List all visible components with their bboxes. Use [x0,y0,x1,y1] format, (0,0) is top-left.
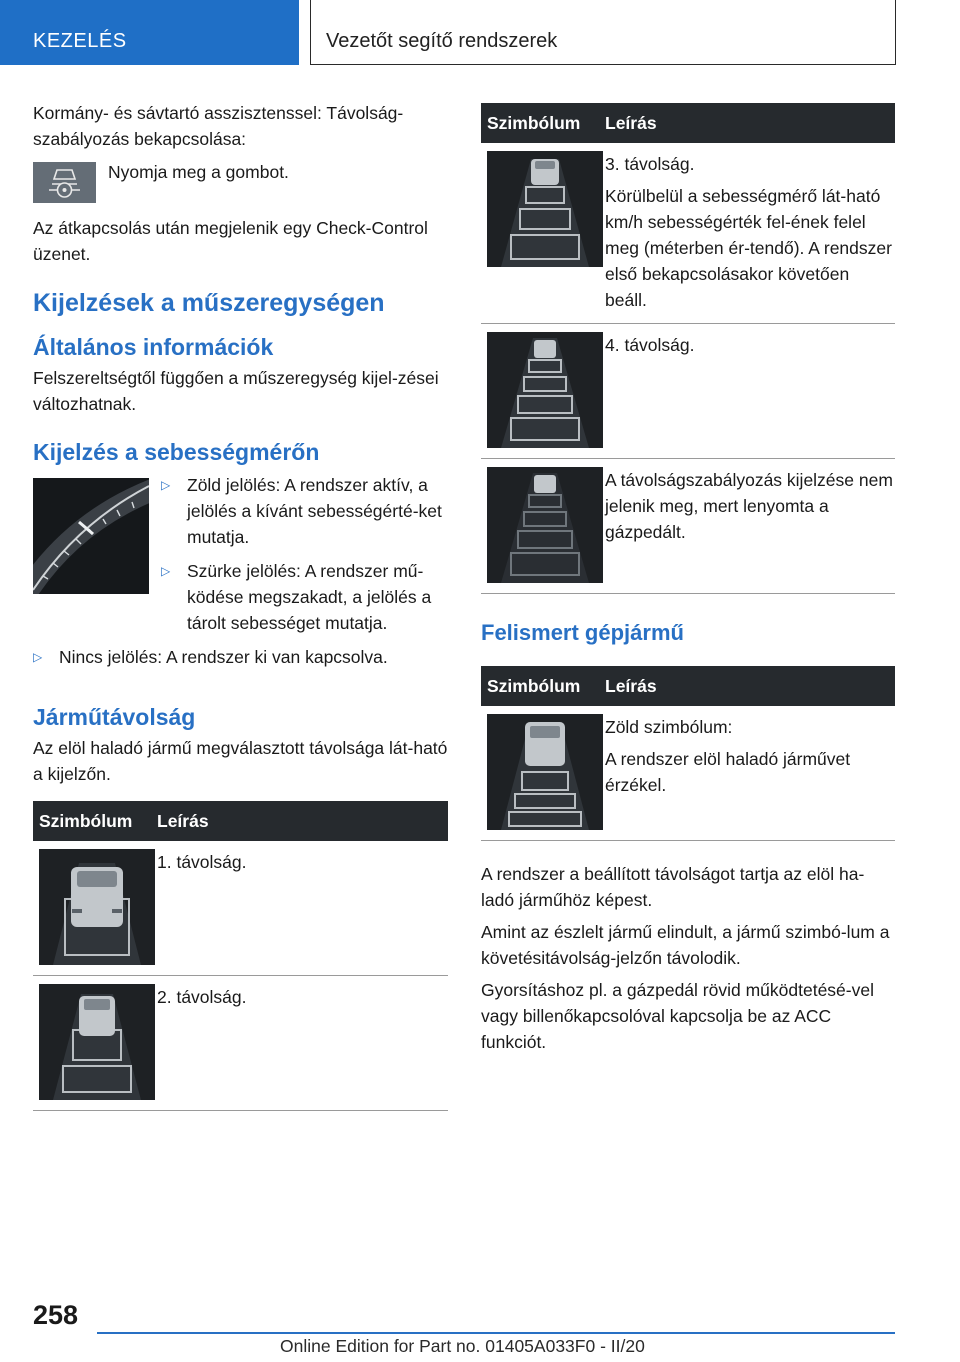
distance-inactive-text: A távolságszabályozás kijelzése nem jelenik meg, mert lenyomta a gázpedált. [605,459,895,594]
bullet-green-text: Zöld jelölés: A rendszer aktív, a jelölés a kívánt sebességérté-ket mutatja. [187,475,442,547]
bullet-green-marker [161,472,448,550]
table-row [481,324,895,459]
footer-divider [97,1332,895,1334]
col-header-description: Leírás [605,103,895,143]
header-chapter-label: Vezetőt segítő rendszerek [326,30,558,52]
detected-vehicle-icon [487,714,603,830]
distance-4-icon [487,332,603,448]
after-switch-text: Az átkapcsolás után megjelenik egy Check-Control üzenet. [33,218,428,264]
general-info-text: Felszereltségtől függően a műszeregység kijel-zései változhatnak. [33,368,439,414]
heading-speedometer: Kijelzés a sebességmérőn [33,439,320,465]
header-section-tab [0,0,299,65]
speedometer-block [33,475,448,636]
heading-general-info: Általános információk [33,334,274,360]
bullet-grey-text: Szürke jelölés: A rendszer mű-ködése megszakadt, a jelölés a tárolt sebességet mutatja. [187,561,432,633]
bullet-none-text: Nincs jelölés: A rendszer ki van kapcsolva. [59,647,388,667]
distance-table [33,801,448,1111]
distance-2-icon [39,984,155,1100]
distance-4-text: 4. távolság. [605,324,895,459]
table-row [33,976,448,1111]
edition-text: Online Edition for Part no. 01405A033F0 - II/20 [280,1336,645,1356]
bullet-no-marker [33,644,448,670]
intro-text: Kormány- és sávtartó asszisztenssel: Távolság-szabályozás bekapcsolása: [33,103,404,149]
col-header-description: Leírás [605,666,895,706]
table-row [481,706,895,841]
detected-vehicle-table [481,666,895,841]
distance-2-text: 2. távolság. [157,976,448,1111]
col-header-description: Leírás [157,801,448,841]
speedometer-image [33,478,149,594]
col-header-symbol: Szimbólum [481,103,605,143]
page-number: 258 [33,1300,79,1330]
heading-vehicle-distance: Járműtávolság [33,704,196,730]
distance-inactive-icon [487,467,603,583]
press-button-text: Nyomja meg a gombot. [108,162,289,182]
distance-3-text: 3. távolság. [605,154,695,174]
col-header-symbol: Szimbólum [33,801,157,841]
bullet-triangle-icon: ▷ [33,650,43,664]
paragraph-vehicle-moves-away: Amint az észlelt jármű elindult, a jármű szimbó-lum a követésitávolság-jelzőn távolodik. [481,922,890,968]
table-row [481,459,895,594]
button-instruction [33,162,448,207]
bullet-triangle-icon: ▷ [161,564,171,578]
distance-control-button-icon [33,162,96,203]
right-column [481,103,895,1055]
green-symbol-description: A rendszer elöl haladó járművet érzékel. [605,749,851,795]
distance-table-cont [481,103,895,594]
bullet-triangle-icon: ▷ [161,478,171,492]
table-row [481,143,895,324]
distance-text: Az elöl haladó jármű megválasztott távolsága lát-ható a kijelzőn. [33,738,448,784]
distance-1-text: 1. távolság. [157,841,448,976]
distance-1-icon [39,849,155,965]
paragraph-acceleration: Gyorsításhoz pl. a gázpedál rövid működtetésé-vel vagy billenőkapcsolóval kapcsolja be az ACC funkciót. [481,980,874,1052]
left-column [33,100,448,1111]
heading-detected-vehicle: Felismert gépjármű [481,620,684,645]
bullet-grey-marker [161,558,448,636]
heading-displays: Kijelzések a műszeregységen [33,289,385,317]
header-section-label: KEZELÉS [33,30,127,52]
green-symbol-label: Zöld szimbólum: [605,717,733,737]
distance-3-description: Körülbelül a sebességmérő lát-ható km/h sebességérték fel-ének felel meg (méterben ér-tendő). A rendszer első bekapcsolásakor követően beáll. [605,186,892,310]
table-row [33,841,448,976]
header-chapter-box [310,0,896,65]
paragraph-keeps-distance: A rendszer a beállított távolságot tartja az elöl ha-ladó járműhöz képest. [481,864,865,910]
col-header-symbol: Szimbólum [481,666,605,706]
distance-3-icon [487,151,603,267]
